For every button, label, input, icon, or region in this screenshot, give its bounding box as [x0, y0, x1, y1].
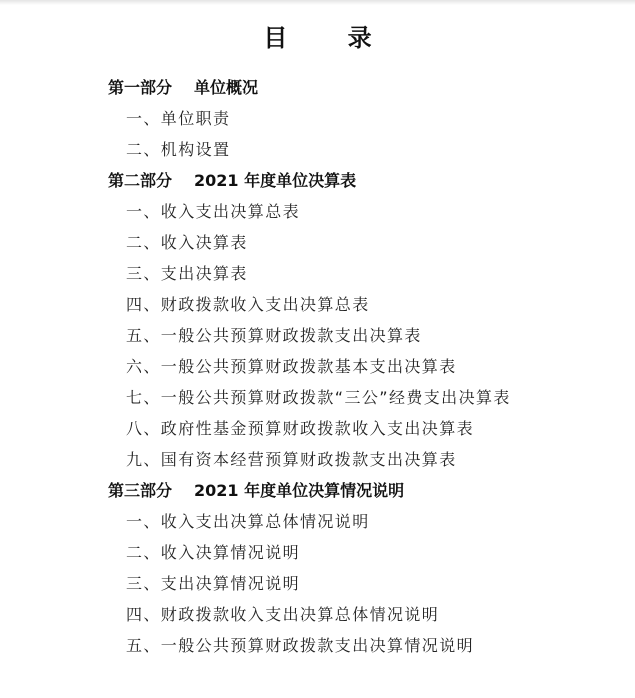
part-label: 第三部分: [108, 481, 173, 500]
toc-item[interactable]: [0, 573, 635, 604]
toc-item-label: 九、国有资本经营预算财政拨款支出决算表: [126, 450, 457, 469]
toc-item-label: 三、支出决算情况说明: [126, 574, 301, 593]
toc-item-label: 二、收入决算表: [126, 233, 248, 252]
toc-part-heading[interactable]: [0, 77, 635, 108]
toc-part-heading[interactable]: [0, 480, 635, 511]
toc-item-label: 五、一般公共预算财政拨款支出决算表: [126, 326, 422, 345]
part-label: 第一部分: [108, 78, 173, 97]
part-title: 2021 年度单位决算表: [194, 171, 357, 190]
toc-item[interactable]: [0, 294, 635, 325]
toc-part-heading[interactable]: [0, 170, 635, 201]
toc-item-label: 一、收入支出决算总体情况说明: [126, 512, 370, 531]
part-label: 第二部分: [108, 171, 173, 190]
toc-item-label: 一、单位职责: [126, 109, 231, 128]
toc-item-label: 二、机构设置: [126, 140, 231, 159]
toc-item[interactable]: [0, 449, 635, 480]
toc-item[interactable]: [0, 356, 635, 387]
toc-item-label: 七、一般公共预算财政拨款“三公”经费支出决算表: [126, 388, 511, 407]
toc-item[interactable]: [0, 325, 635, 356]
page-top-edge: [0, 0, 635, 5]
toc-item[interactable]: [0, 201, 635, 232]
part-title: 单位概况: [194, 78, 259, 97]
toc-item[interactable]: [0, 418, 635, 449]
toc-item-label: 六、一般公共预算财政拨款基本支出决算表: [126, 357, 457, 376]
toc-item[interactable]: [0, 263, 635, 294]
table-of-contents: [0, 77, 635, 666]
toc-item[interactable]: [0, 635, 635, 666]
toc-item[interactable]: [0, 232, 635, 263]
toc-item[interactable]: [0, 387, 635, 418]
toc-item-label: 五、一般公共预算财政拨款支出决算情况说明: [126, 636, 475, 655]
part-title: 2021 年度单位决算情况说明: [194, 481, 405, 500]
toc-item[interactable]: [0, 108, 635, 139]
toc-item-label: 四、财政拨款收入支出决算总表: [126, 295, 370, 314]
toc-item[interactable]: [0, 511, 635, 542]
page-title: 目 录: [263, 23, 398, 52]
toc-item-label: 三、支出决算表: [126, 264, 248, 283]
toc-item[interactable]: [0, 542, 635, 573]
toc-item[interactable]: [0, 604, 635, 635]
toc-item[interactable]: [0, 139, 635, 170]
toc-item-label: 四、财政拨款收入支出决算总体情况说明: [126, 605, 440, 624]
toc-item-label: 二、收入决算情况说明: [126, 543, 301, 562]
toc-item-label: 一、收入支出决算总表: [126, 202, 301, 221]
toc-item-label: 八、政府性基金预算财政拨款收入支出决算表: [126, 419, 475, 438]
